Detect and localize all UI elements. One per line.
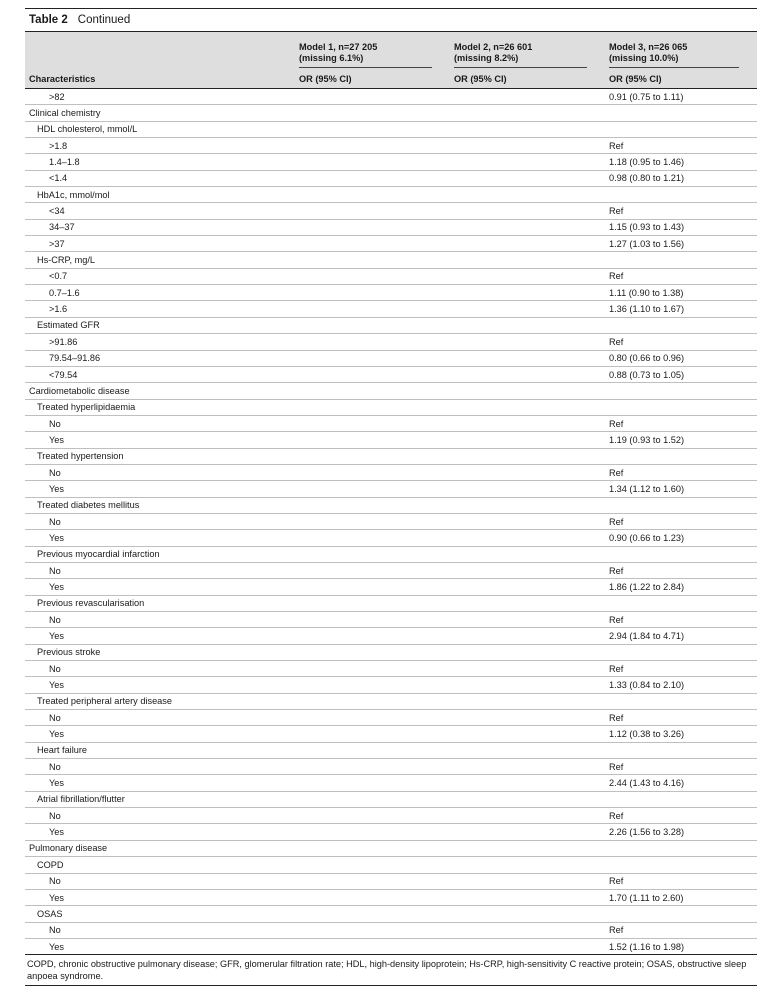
- row-label-cell: 79.54–91.86: [25, 350, 295, 366]
- table-row: [25, 89, 757, 105]
- row-value-cell-model-2: [450, 677, 605, 693]
- data-table: [25, 32, 757, 955]
- row-value-cell-model-1: [295, 808, 450, 824]
- table-title-bar: [25, 8, 757, 32]
- row-value-cell-model-2: [450, 824, 605, 840]
- row-value-cell-model-2: [450, 759, 605, 775]
- row-value-cell-model-3: [605, 791, 757, 807]
- row-value-cell-model-3: 1.70 (1.11 to 2.60): [605, 889, 757, 905]
- table-row: [25, 693, 757, 709]
- row-label-cell: >1.6: [25, 301, 295, 317]
- table-row: [25, 415, 757, 431]
- table-row: [25, 889, 757, 905]
- row-value-cell-model-1: [295, 889, 450, 905]
- table-row: [25, 268, 757, 284]
- row-value-cell-model-1: [295, 726, 450, 742]
- table-row: [25, 628, 757, 644]
- row-value-cell-model-2: [450, 317, 605, 333]
- row-value-cell-model-1: [295, 350, 450, 366]
- row-value-cell-model-3: 1.52 (1.16 to 1.98): [605, 938, 757, 954]
- row-value-cell-model-3: Ref: [605, 203, 757, 219]
- row-value-cell-model-2: [450, 89, 605, 105]
- row-value-cell-model-3: Ref: [605, 759, 757, 775]
- table-row: [25, 138, 757, 154]
- row-value-cell-model-3: [605, 317, 757, 333]
- row-value-cell-model-1: [295, 448, 450, 464]
- row-value-cell-model-2: [450, 399, 605, 415]
- table-row: [25, 481, 757, 497]
- table-row: [25, 236, 757, 252]
- table-row: [25, 432, 757, 448]
- row-label-cell: COPD: [25, 857, 295, 873]
- row-value-cell-model-3: Ref: [605, 415, 757, 431]
- row-value-cell-model-2: [450, 889, 605, 905]
- row-value-cell-model-3: 2.44 (1.43 to 4.16): [605, 775, 757, 791]
- row-label-cell: 34–37: [25, 219, 295, 235]
- row-value-cell-model-3: [605, 121, 757, 137]
- row-value-cell-model-2: [450, 415, 605, 431]
- row-value-cell-model-1: [295, 562, 450, 578]
- row-label-cell: Treated hyperlipidaemia: [25, 399, 295, 415]
- row-value-cell-model-1: [295, 383, 450, 399]
- row-label-cell: Yes: [25, 628, 295, 644]
- row-value-cell-model-3: Ref: [605, 612, 757, 628]
- row-value-cell-model-3: Ref: [605, 710, 757, 726]
- table-row: [25, 497, 757, 513]
- row-value-cell-model-3: 1.33 (0.84 to 2.10): [605, 677, 757, 693]
- row-value-cell-model-3: Ref: [605, 334, 757, 350]
- row-value-cell-model-2: [450, 906, 605, 922]
- row-value-cell-model-2: [450, 546, 605, 562]
- row-label-cell: Estimated GFR: [25, 317, 295, 333]
- row-value-cell-model-2: [450, 481, 605, 497]
- table-row: [25, 366, 757, 382]
- row-label-cell: Previous revascularisation: [25, 595, 295, 611]
- row-value-cell-model-3: Ref: [605, 873, 757, 889]
- row-value-cell-model-2: [450, 432, 605, 448]
- row-value-cell-model-3: Ref: [605, 138, 757, 154]
- row-value-cell-model-3: 1.18 (0.95 to 1.46): [605, 154, 757, 170]
- row-label-cell: Treated diabetes mellitus: [25, 497, 295, 513]
- row-label-cell: No: [25, 808, 295, 824]
- table-row: [25, 464, 757, 480]
- row-label-cell: No: [25, 464, 295, 480]
- row-value-cell-model-1: [295, 840, 450, 856]
- row-value-cell-model-3: 0.80 (0.66 to 0.96): [605, 350, 757, 366]
- row-value-cell-model-3: 1.19 (0.93 to 1.52): [605, 432, 757, 448]
- row-value-cell-model-2: [450, 775, 605, 791]
- row-value-cell-model-3: 1.27 (1.03 to 1.56): [605, 236, 757, 252]
- table-row: [25, 661, 757, 677]
- table-row: [25, 873, 757, 889]
- row-value-cell-model-3: 0.88 (0.73 to 1.05): [605, 366, 757, 382]
- table-continued-label: Continued: [77, 14, 131, 26]
- row-value-cell-model-2: [450, 530, 605, 546]
- table-container: [25, 8, 757, 986]
- row-value-cell-model-1: [295, 138, 450, 154]
- row-value-cell-model-1: [295, 530, 450, 546]
- header-metric-3: OR (95% CI): [605, 71, 757, 89]
- row-value-cell-model-3: 1.86 (1.22 to 2.84): [605, 579, 757, 595]
- row-value-cell-model-2: [450, 726, 605, 742]
- row-value-cell-model-3: [605, 742, 757, 758]
- row-value-cell-model-2: [450, 873, 605, 889]
- row-value-cell-model-3: Ref: [605, 268, 757, 284]
- row-value-cell-model-1: [295, 187, 450, 203]
- row-value-cell-model-3: 1.34 (1.12 to 1.60): [605, 481, 757, 497]
- row-label-cell: Yes: [25, 938, 295, 954]
- row-value-cell-model-3: Ref: [605, 922, 757, 938]
- row-value-cell-model-1: [295, 399, 450, 415]
- row-value-cell-model-1: [295, 105, 450, 121]
- row-label-cell: Yes: [25, 432, 295, 448]
- row-value-cell-model-1: [295, 595, 450, 611]
- row-value-cell-model-2: [450, 121, 605, 137]
- row-value-cell-model-1: [295, 857, 450, 873]
- row-value-cell-model-2: [450, 840, 605, 856]
- row-value-cell-model-3: 0.98 (0.80 to 1.21): [605, 170, 757, 186]
- row-value-cell-model-2: [450, 268, 605, 284]
- row-value-cell-model-2: [450, 612, 605, 628]
- row-label-cell: Yes: [25, 824, 295, 840]
- row-value-cell-model-3: Ref: [605, 513, 757, 529]
- table-row: [25, 334, 757, 350]
- row-value-cell-model-3: [605, 857, 757, 873]
- table-row: [25, 530, 757, 546]
- row-value-cell-model-3: Ref: [605, 464, 757, 480]
- row-label-cell: Yes: [25, 481, 295, 497]
- row-label-cell: >82: [25, 89, 295, 105]
- table-row: [25, 742, 757, 758]
- row-value-cell-model-3: Ref: [605, 808, 757, 824]
- row-value-cell-model-1: [295, 121, 450, 137]
- row-value-cell-model-2: [450, 366, 605, 382]
- row-value-cell-model-2: [450, 808, 605, 824]
- row-value-cell-model-1: [295, 873, 450, 889]
- row-label-cell: Hs-CRP, mg/L: [25, 252, 295, 268]
- header-model-3: Model 3, n=26 065 (missing 10.0%): [605, 32, 757, 71]
- row-label-cell: Yes: [25, 775, 295, 791]
- row-value-cell-model-1: [295, 301, 450, 317]
- row-value-cell-model-2: [450, 938, 605, 954]
- row-value-cell-model-1: [295, 661, 450, 677]
- row-label-cell: Yes: [25, 579, 295, 595]
- row-value-cell-model-3: [605, 595, 757, 611]
- table-row: [25, 154, 757, 170]
- row-label-cell: Previous myocardial infarction: [25, 546, 295, 562]
- row-label-cell: 1.4–1.8: [25, 154, 295, 170]
- row-label-cell: 0.7–1.6: [25, 285, 295, 301]
- row-value-cell-model-1: [295, 154, 450, 170]
- row-value-cell-model-1: [295, 203, 450, 219]
- row-value-cell-model-1: [295, 89, 450, 105]
- table-row: [25, 562, 757, 578]
- row-value-cell-model-2: [450, 383, 605, 399]
- row-value-cell-model-2: [450, 252, 605, 268]
- row-label-cell: Atrial fibrillation/flutter: [25, 791, 295, 807]
- row-value-cell-model-1: [295, 317, 450, 333]
- row-value-cell-model-1: [295, 481, 450, 497]
- table-row: [25, 219, 757, 235]
- table-row: [25, 759, 757, 775]
- table-footnote: COPD, chronic obstructive pulmonary disease; GFR, glomerular filtration rate; HDL, high-density lipoprotein; Hs-CRP, high-sensitivity C reactive protein; OSAS, obstructive sleep anpoea syndrome.: [25, 955, 757, 986]
- row-label-cell: No: [25, 415, 295, 431]
- table-row: [25, 808, 757, 824]
- row-label-cell: No: [25, 661, 295, 677]
- row-value-cell-model-1: [295, 628, 450, 644]
- row-value-cell-model-1: [295, 922, 450, 938]
- row-label-cell: <79.54: [25, 366, 295, 382]
- row-value-cell-model-1: [295, 219, 450, 235]
- row-value-cell-model-2: [450, 219, 605, 235]
- header-empty-cell: [25, 32, 295, 71]
- table-row: [25, 726, 757, 742]
- table-row: [25, 595, 757, 611]
- header-characteristics: Characteristics: [25, 71, 295, 89]
- row-value-cell-model-1: [295, 170, 450, 186]
- row-value-cell-model-2: [450, 285, 605, 301]
- row-value-cell-model-1: [295, 464, 450, 480]
- table-row: [25, 383, 757, 399]
- header-metric-2: OR (95% CI): [450, 71, 605, 89]
- row-value-cell-model-1: [295, 415, 450, 431]
- row-value-cell-model-2: [450, 236, 605, 252]
- row-value-cell-model-2: [450, 644, 605, 660]
- row-value-cell-model-3: [605, 383, 757, 399]
- table-row: [25, 906, 757, 922]
- row-label-cell: No: [25, 710, 295, 726]
- table-row: [25, 775, 757, 791]
- table-row: [25, 350, 757, 366]
- table-row: [25, 301, 757, 317]
- row-value-cell-model-3: 2.26 (1.56 to 3.28): [605, 824, 757, 840]
- table-row: [25, 546, 757, 562]
- row-value-cell-model-2: [450, 301, 605, 317]
- row-label-cell: Yes: [25, 677, 295, 693]
- table-row: [25, 252, 757, 268]
- row-value-cell-model-3: 1.36 (1.10 to 1.67): [605, 301, 757, 317]
- table-row: [25, 187, 757, 203]
- row-label-cell: Yes: [25, 530, 295, 546]
- row-label-cell: HDL cholesterol, mmol/L: [25, 121, 295, 137]
- row-value-cell-model-1: [295, 759, 450, 775]
- row-value-cell-model-2: [450, 170, 605, 186]
- row-value-cell-model-2: [450, 497, 605, 513]
- row-label-cell: No: [25, 562, 295, 578]
- row-value-cell-model-1: [295, 236, 450, 252]
- row-value-cell-model-1: [295, 677, 450, 693]
- row-value-cell-model-1: [295, 824, 450, 840]
- table-row: [25, 857, 757, 873]
- row-value-cell-model-2: [450, 464, 605, 480]
- row-label-cell: No: [25, 873, 295, 889]
- row-label-cell: OSAS: [25, 906, 295, 922]
- row-value-cell-model-3: [605, 399, 757, 415]
- row-value-cell-model-1: [295, 513, 450, 529]
- row-value-cell-model-2: [450, 595, 605, 611]
- row-value-cell-model-1: [295, 791, 450, 807]
- table-row: [25, 579, 757, 595]
- row-value-cell-model-1: [295, 285, 450, 301]
- row-value-cell-model-2: [450, 334, 605, 350]
- row-label-cell: >91.86: [25, 334, 295, 350]
- row-value-cell-model-1: [295, 579, 450, 595]
- row-value-cell-model-3: [605, 906, 757, 922]
- row-value-cell-model-1: [295, 906, 450, 922]
- row-value-cell-model-3: [605, 187, 757, 203]
- header-model-1: Model 1, n=27 205 (missing 6.1%): [295, 32, 450, 71]
- table-row: [25, 399, 757, 415]
- row-value-cell-model-3: 2.94 (1.84 to 4.71): [605, 628, 757, 644]
- table-row: [25, 170, 757, 186]
- row-value-cell-model-2: [450, 742, 605, 758]
- row-value-cell-model-3: [605, 448, 757, 464]
- row-label-cell: No: [25, 759, 295, 775]
- table-row: [25, 938, 757, 954]
- row-label-cell: HbA1c, mmol/mol: [25, 187, 295, 203]
- row-label-cell: >37: [25, 236, 295, 252]
- row-value-cell-model-1: [295, 742, 450, 758]
- table-row: [25, 105, 757, 121]
- table-row: [25, 612, 757, 628]
- row-value-cell-model-2: [450, 448, 605, 464]
- row-value-cell-model-3: 1.15 (0.93 to 1.43): [605, 219, 757, 235]
- row-value-cell-model-2: [450, 154, 605, 170]
- row-value-cell-model-2: [450, 579, 605, 595]
- row-label-cell: Treated hypertension: [25, 448, 295, 464]
- row-value-cell-model-1: [295, 334, 450, 350]
- table-row: [25, 448, 757, 464]
- table-row: [25, 513, 757, 529]
- row-value-cell-model-2: [450, 187, 605, 203]
- table-row: [25, 677, 757, 693]
- row-value-cell-model-2: [450, 513, 605, 529]
- header-metric-1: OR (95% CI): [295, 71, 450, 89]
- header-model-2: Model 2, n=26 601 (missing 8.2%): [450, 32, 605, 71]
- row-value-cell-model-2: [450, 203, 605, 219]
- row-value-cell-model-1: [295, 775, 450, 791]
- row-label-cell: No: [25, 612, 295, 628]
- table-label: Table 2: [29, 14, 68, 26]
- row-value-cell-model-3: 0.90 (0.66 to 1.23): [605, 530, 757, 546]
- row-label-cell: Cardiometabolic disease: [25, 383, 295, 399]
- row-value-cell-model-3: [605, 546, 757, 562]
- row-value-cell-model-2: [450, 350, 605, 366]
- table-row: [25, 203, 757, 219]
- row-value-cell-model-2: [450, 693, 605, 709]
- row-value-cell-model-2: [450, 562, 605, 578]
- row-value-cell-model-2: [450, 791, 605, 807]
- row-label-cell: No: [25, 513, 295, 529]
- table-header: [25, 32, 757, 89]
- row-value-cell-model-3: 1.11 (0.90 to 1.38): [605, 285, 757, 301]
- row-value-cell-model-1: [295, 366, 450, 382]
- row-value-cell-model-3: Ref: [605, 661, 757, 677]
- row-label-cell: >1.8: [25, 138, 295, 154]
- row-value-cell-model-1: [295, 644, 450, 660]
- row-value-cell-model-3: [605, 840, 757, 856]
- row-value-cell-model-2: [450, 857, 605, 873]
- row-label-cell: Clinical chemistry: [25, 105, 295, 121]
- row-label-cell: <1.4: [25, 170, 295, 186]
- row-value-cell-model-2: [450, 710, 605, 726]
- row-label-cell: Heart failure: [25, 742, 295, 758]
- row-value-cell-model-1: [295, 252, 450, 268]
- table-row: [25, 121, 757, 137]
- table-body: [25, 89, 757, 955]
- row-value-cell-model-1: [295, 268, 450, 284]
- row-value-cell-model-2: [450, 138, 605, 154]
- row-value-cell-model-3: [605, 252, 757, 268]
- row-value-cell-model-3: [605, 693, 757, 709]
- row-label-cell: <34: [25, 203, 295, 219]
- row-value-cell-model-1: [295, 710, 450, 726]
- table-row: [25, 840, 757, 856]
- row-value-cell-model-3: Ref: [605, 562, 757, 578]
- row-value-cell-model-3: [605, 644, 757, 660]
- row-label-cell: Previous stroke: [25, 644, 295, 660]
- row-label-cell: No: [25, 922, 295, 938]
- row-value-cell-model-1: [295, 612, 450, 628]
- row-value-cell-model-2: [450, 105, 605, 121]
- row-value-cell-model-3: 1.12 (0.38 to 3.26): [605, 726, 757, 742]
- row-label-cell: Yes: [25, 726, 295, 742]
- row-value-cell-model-1: [295, 546, 450, 562]
- row-value-cell-model-3: 0.91 (0.75 to 1.11): [605, 89, 757, 105]
- table-row: [25, 791, 757, 807]
- table-row: [25, 285, 757, 301]
- row-value-cell-model-1: [295, 432, 450, 448]
- row-value-cell-model-3: [605, 105, 757, 121]
- row-label-cell: Yes: [25, 889, 295, 905]
- header-row-models: [25, 32, 757, 71]
- row-label-cell: Treated peripheral artery disease: [25, 693, 295, 709]
- row-value-cell-model-1: [295, 938, 450, 954]
- row-value-cell-model-2: [450, 922, 605, 938]
- row-value-cell-model-2: [450, 661, 605, 677]
- row-label-cell: Pulmonary disease: [25, 840, 295, 856]
- table-row: [25, 644, 757, 660]
- table-row: [25, 317, 757, 333]
- row-value-cell-model-1: [295, 693, 450, 709]
- table-row: [25, 922, 757, 938]
- row-value-cell-model-1: [295, 497, 450, 513]
- row-label-cell: <0.7: [25, 268, 295, 284]
- table-row: [25, 824, 757, 840]
- row-value-cell-model-2: [450, 628, 605, 644]
- table-row: [25, 710, 757, 726]
- row-value-cell-model-3: [605, 497, 757, 513]
- header-row-metrics: [25, 71, 757, 89]
